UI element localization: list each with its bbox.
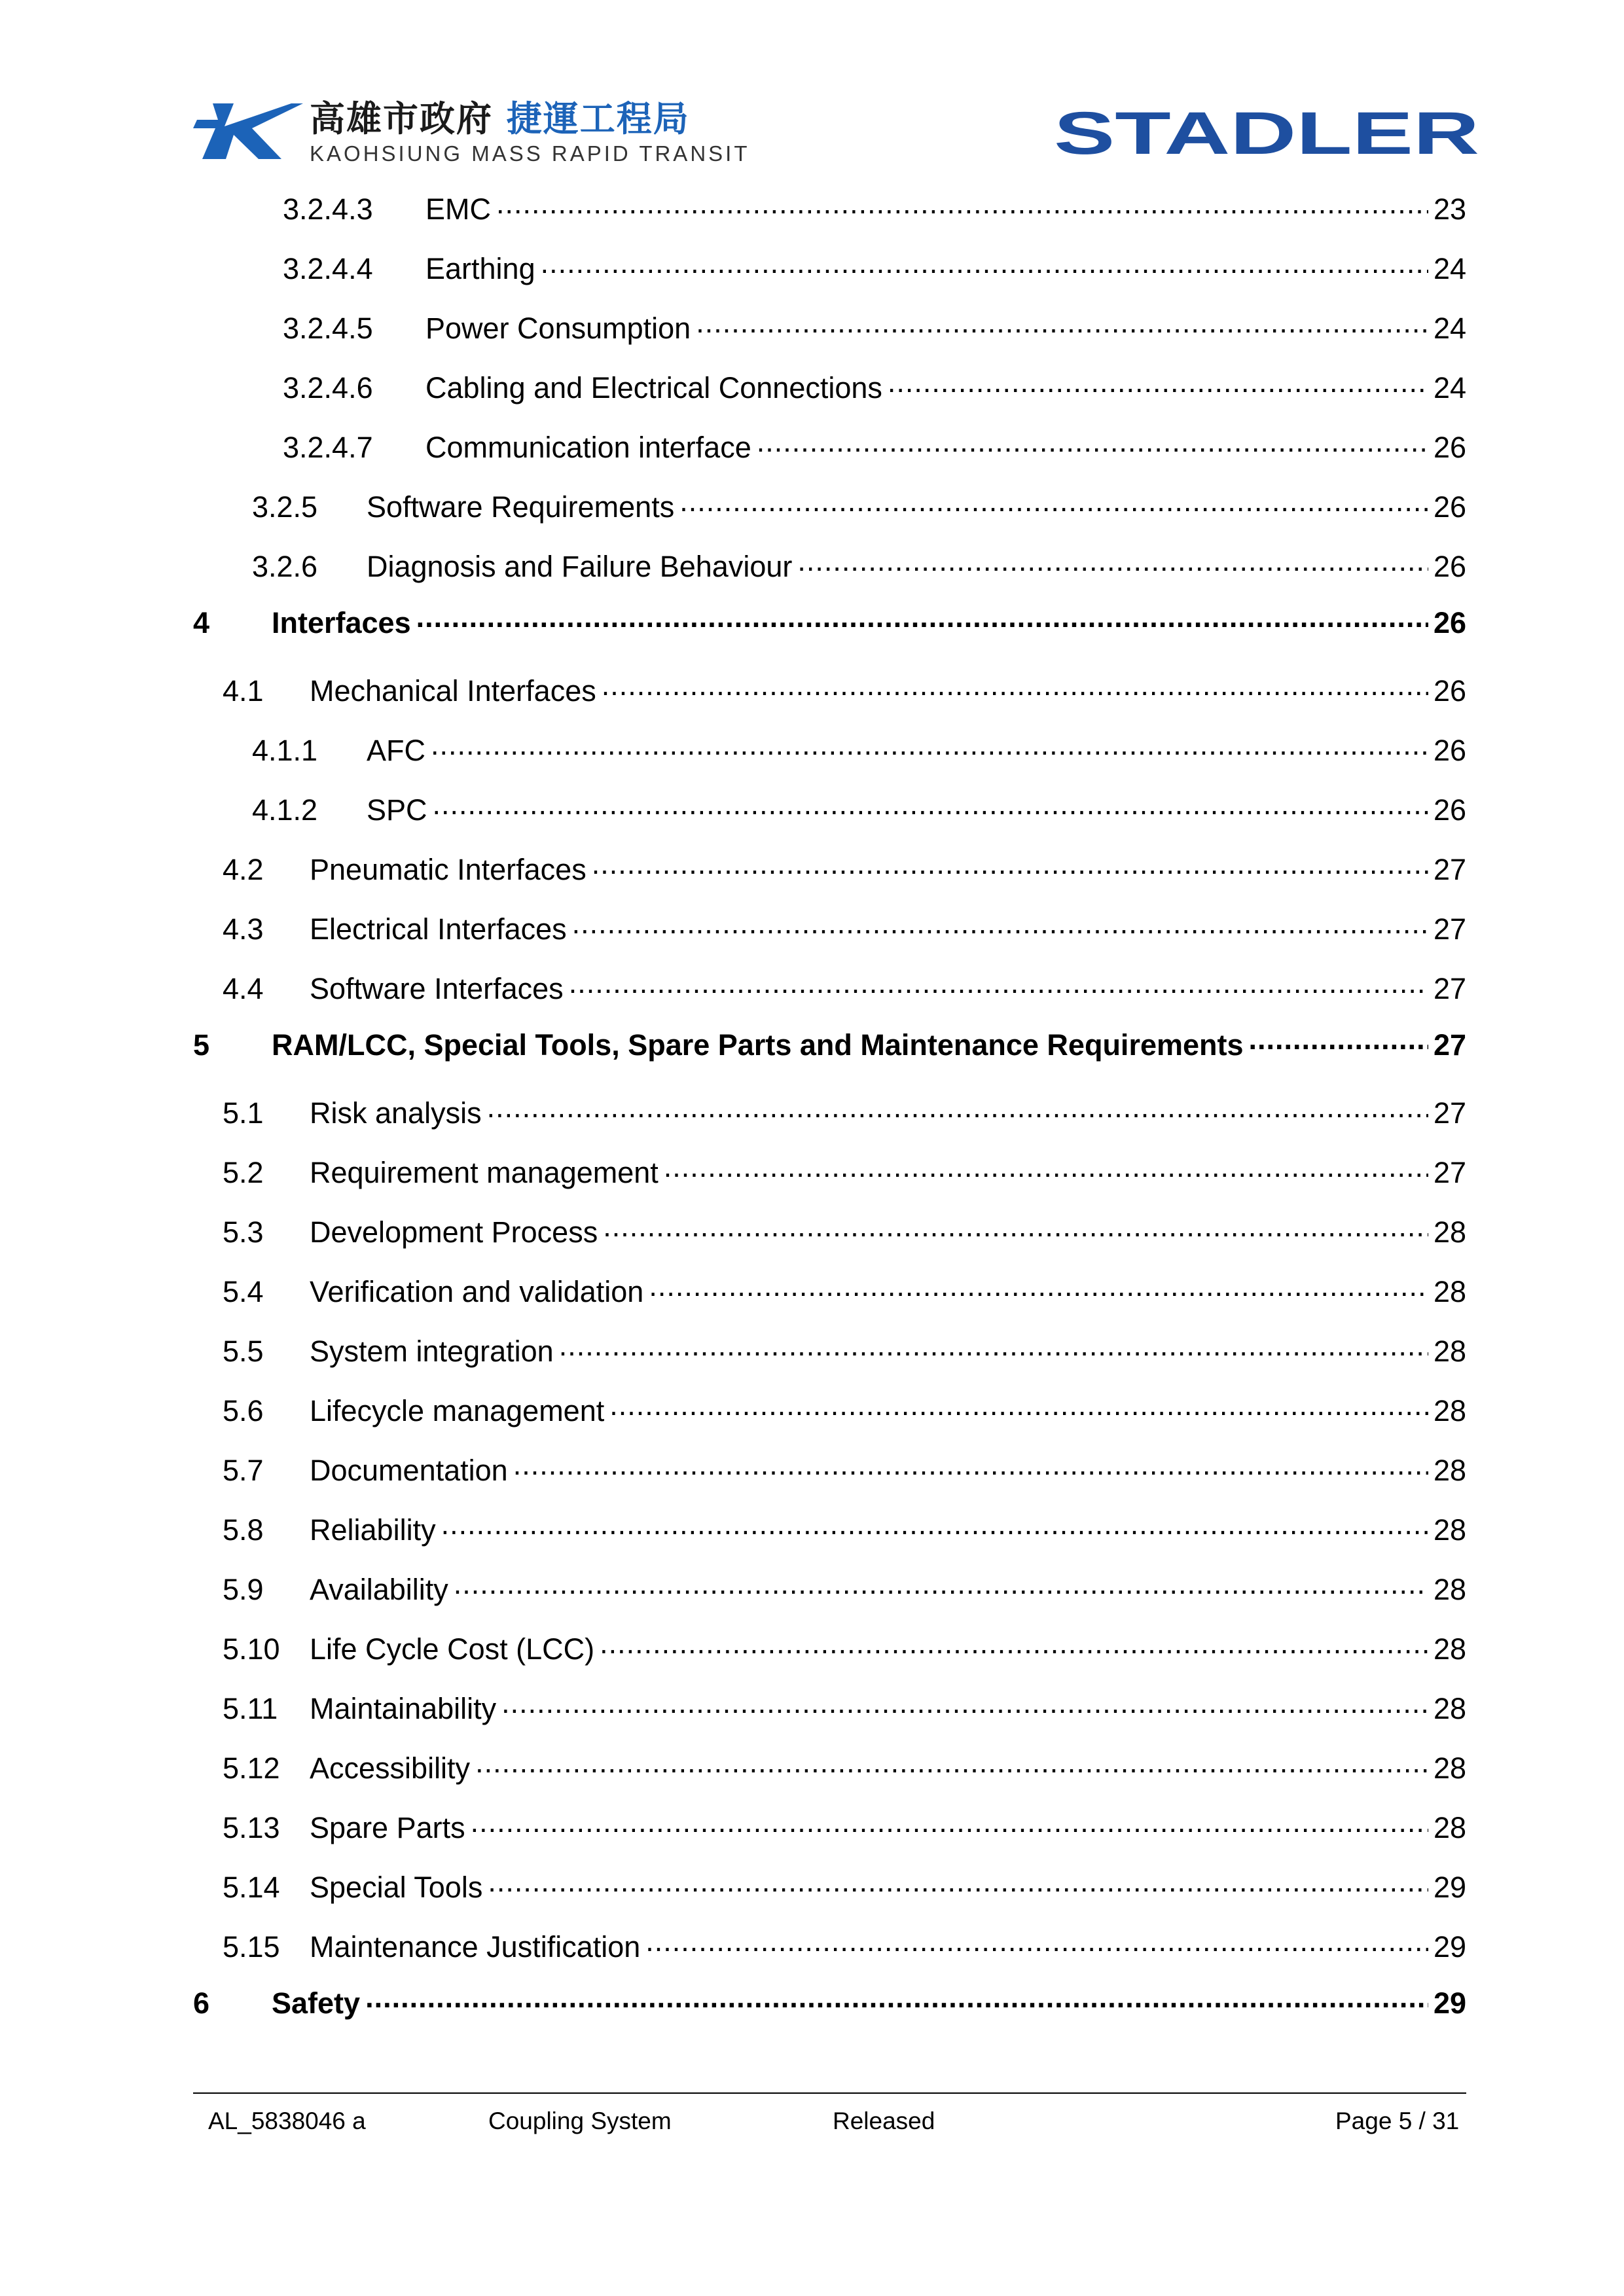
toc-entry-number: 5.4 [223,1275,264,1308]
toc-entry[interactable] [223,1630,1466,1666]
toc-entry-title: Risk analysis [310,1096,482,1130]
toc-entry[interactable] [223,1153,1466,1190]
toc-entry-title: Mechanical Interfaces [310,674,596,708]
toc-entry[interactable] [252,488,1466,524]
page-header [193,92,1483,170]
toc-entry[interactable] [193,603,1466,640]
toc-entry-page: 27 [1433,912,1466,946]
toc-dot-leader [501,1689,1428,1719]
toc-entry-title: Verification and validation [310,1275,644,1308]
toc-entry-number: 4.4 [223,972,264,1005]
toc-entry-page: 24 [1433,312,1466,345]
toc-entry-page: 27 [1433,853,1466,886]
krt-name-cn-part2: 捷運工程局 [506,98,690,139]
toc-entry-number: 3.2.4.3 [283,192,373,226]
footer-status: Released [833,2108,935,2134]
toc-entry-number: 4 [193,606,210,639]
toc-entry-page: 28 [1433,1335,1466,1368]
toc-entry-page: 28 [1433,1692,1466,1725]
toc-entry-title: Life Cycle Cost (LCC) [310,1632,595,1666]
toc-entry[interactable] [223,969,1466,1006]
toc-entry-page: 27 [1433,1028,1466,1062]
toc-dot-leader [888,368,1428,398]
toc-entry-number: 3.2.4.4 [283,252,373,285]
toc-dot-leader [541,249,1428,279]
toc-dot-leader [454,1570,1428,1600]
toc-entry-title: Accessibility [310,1751,471,1785]
toc-dot-leader [797,547,1428,577]
toc-entry-title: Documentation [310,1454,508,1487]
toc-entry-page: 26 [1433,734,1466,767]
stadler-wordmark: STADLER [1054,107,1479,160]
toc-entry-number: 5 [193,1028,210,1062]
toc-entry-title: Software Interfaces [310,972,564,1005]
toc-entry-number: 5.9 [223,1573,264,1606]
toc-entry-title: Electrical Interfaces [310,912,567,946]
toc-entry-title: Interfaces [272,606,411,639]
toc-entry-title: Requirement management [310,1156,659,1189]
toc-entry[interactable] [223,910,1466,946]
toc-entry-page: 28 [1433,1632,1466,1666]
toc-entry-number: 3.2.4.6 [283,371,373,404]
toc-entry-page: 28 [1433,1573,1466,1606]
toc-dot-leader [592,850,1428,880]
toc-entry-number: 4.1.1 [252,734,318,767]
toc-entry-title: Power Consumption [425,312,691,345]
toc-entry-page: 26 [1433,606,1466,639]
toc-dot-leader [696,309,1428,338]
toc-dot-leader [679,488,1428,517]
toc-entry[interactable] [223,1511,1466,1547]
toc-dot-leader [603,1213,1428,1242]
toc-entry-number: 4.2 [223,853,264,886]
toc-entry-title: EMC [425,192,491,226]
toc-entry-number: 3.2.5 [252,490,318,524]
toc-entry-number: 3.2.4.7 [283,431,373,464]
toc-entry-title: Pneumatic Interfaces [310,853,586,886]
toc-entry-page: 29 [1433,1986,1466,2020]
toc-entry-page: 28 [1433,1751,1466,1785]
toc-entry-title: Safety [272,1986,361,2020]
toc-dot-leader [496,190,1428,219]
toc-entry-page: 26 [1433,674,1466,708]
toc-entry-page: 26 [1433,793,1466,827]
toc-entry[interactable] [283,249,1466,286]
toc-entry-number: 5.8 [223,1513,264,1547]
toc-entry-title: Maintenance Justification [310,1930,641,1964]
toc-entry-number: 5.2 [223,1156,264,1189]
toc-dot-leader [757,428,1428,457]
toc-entry-number: 6 [193,1986,210,2020]
toc-dot-leader [475,1749,1428,1778]
toc-entry[interactable] [223,1391,1466,1428]
toc-entry-number: 5.15 [223,1930,280,1964]
toc-dot-leader [602,672,1428,701]
footer-doc-id: AL_5838046 a [208,2108,366,2134]
toc-entry-title: Software Requirements [367,490,675,524]
toc-dot-leader [433,791,1428,820]
stadler-logo [1051,107,1483,160]
toc-dot-leader [649,1272,1428,1302]
toc-entry-page: 29 [1433,1871,1466,1904]
toc-entry[interactable] [223,1570,1466,1607]
toc-entry-title: Cabling and Electrical Connections [425,371,882,404]
toc-entry[interactable] [223,1094,1466,1130]
toc-entry-number: 4.1.2 [252,793,318,827]
toc-entry-title: Communication interface [425,431,751,464]
toc-entry[interactable] [283,368,1466,405]
toc-dot-leader [431,731,1428,761]
toc-entry-title: SPC [367,793,427,827]
toc-dot-leader [569,969,1428,999]
toc-entry-page: 28 [1433,1454,1466,1487]
toc-entry[interactable] [283,428,1466,465]
toc-entry-number: 5.12 [223,1751,280,1785]
toc-entry-number: 5.11 [223,1692,278,1725]
toc-entry-number: 5.10 [223,1632,280,1666]
toc-entry-page: 27 [1433,972,1466,1005]
toc-entry[interactable] [223,1808,1466,1845]
toc-dot-leader [441,1511,1428,1540]
toc-entry-page: 27 [1433,1096,1466,1130]
toc-entry-number: 5.14 [223,1871,280,1904]
toc-entry-number: 5.1 [223,1096,264,1130]
toc-entry-number: 3.2.4.5 [283,312,373,345]
toc-entry[interactable] [223,672,1466,708]
toc-entry[interactable] [223,1868,1466,1905]
toc-dot-leader [600,1630,1428,1659]
krt-name-chinese [310,99,749,139]
toc-entry-page: 28 [1433,1275,1466,1308]
toc-entry-title: Diagnosis and Failure Behaviour [367,550,793,583]
toc-entry[interactable] [252,791,1466,827]
toc-entry[interactable] [252,547,1466,584]
toc-entry-title: Reliability [310,1513,436,1547]
krt-name-cn-part1: 高雄市政府 [310,98,493,139]
toc-dot-leader [572,910,1428,939]
toc-entry-title: AFC [367,734,425,767]
toc-entry[interactable] [223,1332,1466,1369]
toc-dot-leader [488,1868,1428,1897]
toc-entry-page: 24 [1433,252,1466,285]
krt-name-english: KAOHSIUNG MASS RAPID TRANSIT [310,141,750,166]
toc-entry-page: 26 [1433,490,1466,524]
toc-entry-title: Maintainability [310,1692,497,1725]
toc-entry[interactable] [223,1451,1466,1488]
toc-entry-title: RAM/LCC, Special Tools, Spare Parts and Maintenance Requirements [272,1028,1244,1062]
toc-entry-number: 5.13 [223,1811,280,1844]
toc-dot-leader [513,1451,1428,1480]
toc-entry[interactable] [223,1689,1466,1726]
toc-entry-title: Development Process [310,1215,598,1249]
footer-divider [193,2092,1466,2094]
toc-dot-leader [1249,1026,1428,1055]
toc-dot-leader [471,1808,1428,1838]
toc-entry[interactable] [223,1928,1466,1964]
toc-dot-leader [487,1094,1428,1123]
footer-subject: Coupling System [488,2108,672,2134]
toc-entry-page: 29 [1433,1930,1466,1964]
toc-dot-leader [645,1928,1428,1957]
toc-entry[interactable] [223,1749,1466,1785]
toc-entry-number: 5.5 [223,1335,264,1368]
toc-dot-leader [609,1391,1428,1421]
toc-dot-leader [664,1153,1428,1183]
toc-dot-leader [365,1984,1428,2013]
toc-entry-title: Lifecycle management [310,1394,605,1427]
toc-entry-title: Special Tools [310,1871,483,1904]
toc-entry[interactable] [223,1213,1466,1249]
toc-entry-page: 23 [1433,192,1466,226]
toc-entry-number: 5.3 [223,1215,264,1249]
toc-entry-page: 27 [1433,1156,1466,1189]
toc-entry[interactable] [223,1272,1466,1309]
toc-entry-title: System integration [310,1335,554,1368]
toc-entry-number: 4.3 [223,912,264,946]
toc-dot-leader [416,603,1428,633]
toc-entry-page: 26 [1433,431,1466,464]
toc-entry-title: Spare Parts [310,1811,465,1844]
toc-entry[interactable] [283,190,1466,226]
toc-entry-title: Earthing [425,252,535,285]
toc-entry-number: 3.2.6 [252,550,318,583]
toc-entry[interactable] [283,309,1466,346]
footer-page-number: Page 5 / 31 [1335,2108,1460,2134]
toc-dot-leader [559,1332,1428,1361]
toc-entry-page: 26 [1433,550,1466,583]
toc-entry-page: 28 [1433,1394,1466,1427]
krt-k-logo-icon [193,97,304,162]
krt-logo [193,97,749,166]
toc-entry[interactable] [223,850,1466,887]
toc-entry-page: 28 [1433,1811,1466,1844]
toc-entry[interactable] [252,731,1466,768]
toc-entry-page: 28 [1433,1513,1466,1547]
toc-entry[interactable] [193,1984,1466,2020]
toc-entry-number: 5.7 [223,1454,264,1487]
toc-entry-number: 5.6 [223,1394,264,1427]
toc-entry[interactable] [193,1026,1466,1062]
toc-entry-number: 4.1 [223,674,264,708]
toc-entry-page: 28 [1433,1215,1466,1249]
toc-entry-title: Availability [310,1573,448,1606]
toc-entry-page: 24 [1433,371,1466,404]
